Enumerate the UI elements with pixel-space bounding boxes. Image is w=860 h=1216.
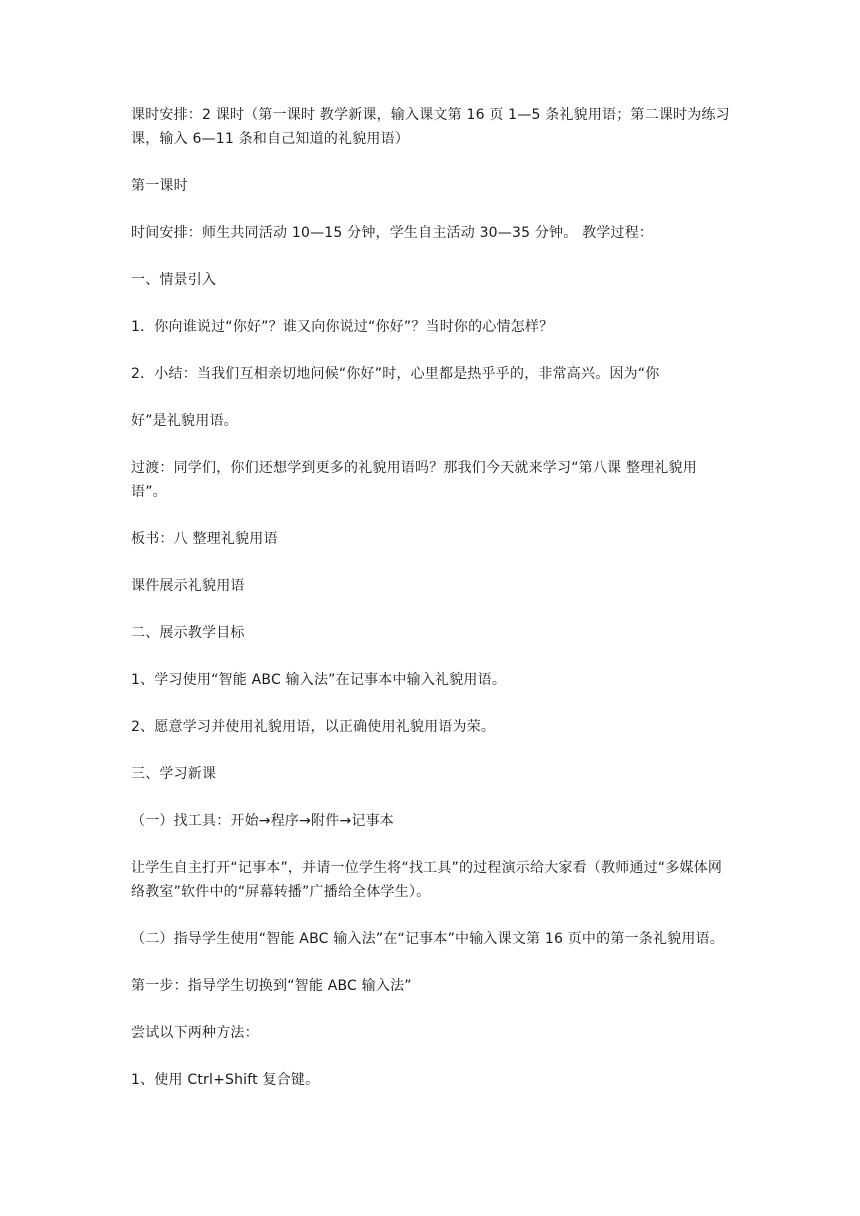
paragraph-question-1: 1．你向谁说过“你好”？谁又向你说过“你好”？当时你的心情怎样？ [131, 319, 554, 335]
paragraph-courseware: 课件展示礼貌用语 [131, 578, 245, 594]
paragraph-summary-part-1: 2．小结：当我们互相亲切地问候“你好”时，心里都是热乎乎的，非常高兴。因为“你 [131, 366, 660, 382]
paragraph-blackboard: 板书：八 整理礼貌用语 [131, 531, 278, 547]
heading-introduction: 一、情景引入 [131, 272, 217, 288]
paragraph-summary-part-2: 好”是礼貌用语。 [131, 413, 238, 429]
paragraph-transition: 过渡：同学们，你们还想学到更多的礼貌用语吗？那我们今天就来学习“第八课 整理礼貌用语”。 [131, 460, 697, 500]
paragraph-try-methods: 尝试以下两种方法： [131, 1025, 259, 1041]
paragraph-open-notepad: 让学生自主打开“记事本”，并请一位学生将“找工具”的过程演示给大家看（教师通过“多媒体网络教室”软件中的“屏幕转播”广播给全体学生）。 [131, 860, 723, 900]
paragraph-guide-input: （二）指导学生使用“智能 ABC 输入法”在“记事本”中输入课文第 16 页中的第一条礼貌用语。 [131, 931, 724, 947]
heading-new-lesson: 三、学习新课 [131, 766, 217, 782]
paragraph-goal-1: 1、学习使用“智能 ABC 输入法”在记事本中输入礼貌用语。 [131, 672, 507, 688]
paragraph-find-tool: （一）找工具：开始→程序→附件→记事本 [131, 813, 394, 829]
heading-teaching-goals: 二、展示教学目标 [131, 625, 245, 641]
paragraph-method-1: 1、使用 Ctrl+Shift 复合键。 [131, 1072, 320, 1088]
paragraph-time-arrangement: 时间安排：师生共同活动 10—15 分钟，学生自主活动 30—35 分钟。 教学过程： [131, 225, 654, 241]
paragraph-step-1: 第一步：指导学生切换到“智能 ABC 输入法” [131, 978, 412, 994]
paragraph-schedule: 课时安排：2 课时（第一课时 教学新课，输入课文第 16 页 1—5 条礼貌用语；第二课时为练习课，输入 6—11 条和自己知道的礼貌用语） [131, 107, 730, 147]
paragraph-first-lesson: 第一课时 [131, 178, 188, 194]
paragraph-goal-2: 2、愿意学习并使用礼貌用语，以正确使用礼貌用语为荣。 [131, 719, 496, 735]
